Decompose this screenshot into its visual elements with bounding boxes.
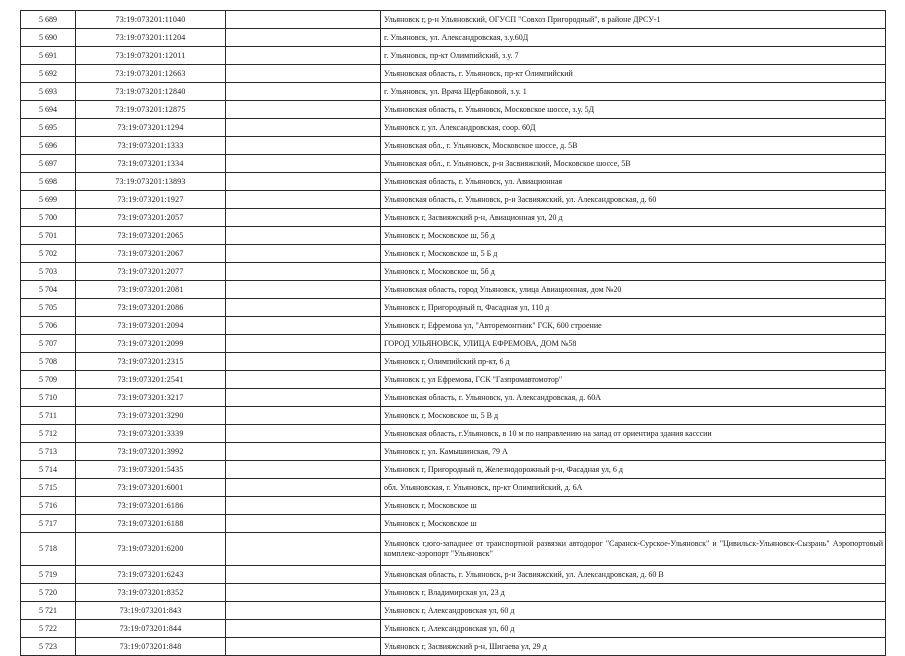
table-row bbox=[21, 584, 886, 602]
row-number-cell: 5 717 bbox=[21, 515, 76, 533]
table-row bbox=[21, 602, 886, 620]
address-cell: Ульяновск г, Московское ш bbox=[381, 515, 886, 533]
empty-cell bbox=[226, 566, 381, 584]
row-number-cell: 5 709 bbox=[21, 371, 76, 389]
cadastral-number-cell: 73:19:073201:8352 bbox=[76, 584, 226, 602]
row-number-cell: 5 691 bbox=[21, 47, 76, 65]
row-number-cell: 5 720 bbox=[21, 584, 76, 602]
address-cell: г. Ульяновск, ул. Врача Щербаковой, з.у. 1 bbox=[381, 83, 886, 101]
address-cell: Ульяновская область, г. Ульяновск, р-н Засвияжский, ул. Александровская, д. 60 bbox=[381, 191, 886, 209]
empty-cell bbox=[226, 371, 381, 389]
cadastral-register-table bbox=[20, 10, 886, 656]
row-number-cell: 5 693 bbox=[21, 83, 76, 101]
row-number-cell: 5 706 bbox=[21, 317, 76, 335]
cadastral-number-cell: 73:19:073201:2077 bbox=[76, 263, 226, 281]
empty-cell bbox=[226, 602, 381, 620]
address-cell: Ульяновск г, Пригородный п, Железнодорожный р-н, Фасадная ул, 6 д bbox=[381, 461, 886, 479]
cadastral-number-cell: 73:19:073201:13893 bbox=[76, 173, 226, 191]
empty-cell bbox=[226, 299, 381, 317]
cadastral-number-cell: 73:19:073201:2099 bbox=[76, 335, 226, 353]
row-number-cell: 5 694 bbox=[21, 101, 76, 119]
address-cell: Ульяновская область, г. Ульяновск, ул. Александровская, д. 60А bbox=[381, 389, 886, 407]
address-cell: Ульяновск г, Московское ш, 5 В д bbox=[381, 407, 886, 425]
table-row bbox=[21, 566, 886, 584]
address-cell: Ульяновск г, ул. Камышинская, 79 А bbox=[381, 443, 886, 461]
table-row bbox=[21, 497, 886, 515]
table-row bbox=[21, 83, 886, 101]
row-number-cell: 5 712 bbox=[21, 425, 76, 443]
row-number-cell: 5 718 bbox=[21, 533, 76, 566]
cadastral-number-cell: 73:19:073201:12875 bbox=[76, 101, 226, 119]
table-row bbox=[21, 245, 886, 263]
empty-cell bbox=[226, 479, 381, 497]
address-cell: обл. Ульяновская, г. Ульяновск, пр-кт Олимпийский, д. 6А bbox=[381, 479, 886, 497]
empty-cell bbox=[226, 245, 381, 263]
empty-cell bbox=[226, 620, 381, 638]
cadastral-number-cell: 73:19:073201:844 bbox=[76, 620, 226, 638]
table-row bbox=[21, 119, 886, 137]
table-row bbox=[21, 389, 886, 407]
empty-cell bbox=[226, 119, 381, 137]
address-cell: г. Ульяновск, пр-кт Олимпийский, з.у. 7 bbox=[381, 47, 886, 65]
address-cell: Ульяновск г, Ефремова ул, "Авторемонтник" ГСК, 600 строение bbox=[381, 317, 886, 335]
table-row bbox=[21, 335, 886, 353]
table-row bbox=[21, 371, 886, 389]
empty-cell bbox=[226, 263, 381, 281]
address-cell: Ульяновск г, р-н Ульяновский, ОГУСП "Совхоз Пригородный", в районе ДРСУ-1 bbox=[381, 11, 886, 29]
address-cell: Ульяновск г, Московское ш, 5 Б д bbox=[381, 245, 886, 263]
cadastral-number-cell: 73:19:073201:12011 bbox=[76, 47, 226, 65]
empty-cell bbox=[226, 533, 381, 566]
address-cell: Ульяновск г, Олимпийский пр-кт, 6 д bbox=[381, 353, 886, 371]
empty-cell bbox=[226, 191, 381, 209]
row-number-cell: 5 704 bbox=[21, 281, 76, 299]
table-row bbox=[21, 461, 886, 479]
cadastral-number-cell: 73:19:073201:2065 bbox=[76, 227, 226, 245]
cadastral-number-cell: 73:19:073201:1294 bbox=[76, 119, 226, 137]
row-number-cell: 5 711 bbox=[21, 407, 76, 425]
register-sheet bbox=[20, 10, 885, 656]
cadastral-number-cell: 73:19:073201:2541 bbox=[76, 371, 226, 389]
empty-cell bbox=[226, 155, 381, 173]
row-number-cell: 5 710 bbox=[21, 389, 76, 407]
row-number-cell: 5 722 bbox=[21, 620, 76, 638]
empty-cell bbox=[226, 584, 381, 602]
empty-cell bbox=[226, 29, 381, 47]
table-row bbox=[21, 638, 886, 656]
address-cell: Ульяновск г, Александровская ул, 60 д bbox=[381, 602, 886, 620]
cadastral-number-cell: 73:19:073201:1333 bbox=[76, 137, 226, 155]
register-table-body bbox=[21, 11, 886, 656]
address-cell: Ульяновская обл., г. Ульяновск, Московское шоссе, д. 5В bbox=[381, 137, 886, 155]
cadastral-number-cell: 73:19:073201:3339 bbox=[76, 425, 226, 443]
row-number-cell: 5 700 bbox=[21, 209, 76, 227]
cadastral-number-cell: 73:19:073201:12663 bbox=[76, 65, 226, 83]
table-row bbox=[21, 47, 886, 65]
address-cell: Ульяновск г, ул. Александровская, соор. 60Д bbox=[381, 119, 886, 137]
table-row bbox=[21, 515, 886, 533]
cadastral-number-cell: 73:19:073201:2081 bbox=[76, 281, 226, 299]
address-cell: Ульяновская область, г.Ульяновск, в 10 м по направлению на запад от ориентира здания касссии bbox=[381, 425, 886, 443]
empty-cell bbox=[226, 209, 381, 227]
empty-cell bbox=[226, 335, 381, 353]
address-cell: Ульяновск г, Александровская ул, 60 д bbox=[381, 620, 886, 638]
cadastral-number-cell: 73:19:073201:11040 bbox=[76, 11, 226, 29]
empty-cell bbox=[226, 281, 381, 299]
row-number-cell: 5 713 bbox=[21, 443, 76, 461]
empty-cell bbox=[226, 173, 381, 191]
empty-cell bbox=[226, 65, 381, 83]
empty-cell bbox=[226, 515, 381, 533]
cadastral-number-cell: 73:19:073201:2315 bbox=[76, 353, 226, 371]
empty-cell bbox=[226, 425, 381, 443]
table-row bbox=[21, 353, 886, 371]
row-number-cell: 5 690 bbox=[21, 29, 76, 47]
table-row bbox=[21, 11, 886, 29]
cadastral-number-cell: 73:19:073201:3217 bbox=[76, 389, 226, 407]
row-number-cell: 5 705 bbox=[21, 299, 76, 317]
empty-cell bbox=[226, 443, 381, 461]
cadastral-number-cell: 73:19:073201:6188 bbox=[76, 515, 226, 533]
table-row bbox=[21, 137, 886, 155]
cadastral-number-cell: 73:19:073201:2094 bbox=[76, 317, 226, 335]
cadastral-number-cell: 73:19:073201:3992 bbox=[76, 443, 226, 461]
address-cell: Ульяновская область, г. Ульяновск, Московское шоссе, з.у. 5Д bbox=[381, 101, 886, 119]
table-row bbox=[21, 263, 886, 281]
address-cell: Ульяновск г,юго-западнее от транспортной развязки автодорог "Саранск-Сурское-Ульяновск" и "Цивильск-Ульяновск-Сызрань" Аэропортовый комплекс-аэропорт "Ульяновск" bbox=[381, 533, 886, 566]
address-cell: Ульяновск г, Московское ш bbox=[381, 497, 886, 515]
table-row bbox=[21, 425, 886, 443]
row-number-cell: 5 697 bbox=[21, 155, 76, 173]
row-number-cell: 5 721 bbox=[21, 602, 76, 620]
cadastral-number-cell: 73:19:073201:1927 bbox=[76, 191, 226, 209]
address-cell: Ульяновская область, г. Ульяновск, ул. Авиационная bbox=[381, 173, 886, 191]
row-number-cell: 5 689 bbox=[21, 11, 76, 29]
empty-cell bbox=[226, 461, 381, 479]
cadastral-number-cell: 73:19:073201:6001 bbox=[76, 479, 226, 497]
cadastral-number-cell: 73:19:073201:2057 bbox=[76, 209, 226, 227]
cadastral-number-cell: 73:19:073201:2067 bbox=[76, 245, 226, 263]
address-cell: Ульяновская обл., г. Ульяновск, р-н Засвияжский, Московское шоссе, 5В bbox=[381, 155, 886, 173]
row-number-cell: 5 708 bbox=[21, 353, 76, 371]
cadastral-number-cell: 73:19:073201:6200 bbox=[76, 533, 226, 566]
empty-cell bbox=[226, 47, 381, 65]
empty-cell bbox=[226, 638, 381, 656]
address-cell: Ульяновск г, Владимирская ул, 23 д bbox=[381, 584, 886, 602]
row-number-cell: 5 719 bbox=[21, 566, 76, 584]
cadastral-number-cell: 73:19:073201:12840 bbox=[76, 83, 226, 101]
cadastral-number-cell: 73:19:073201:3290 bbox=[76, 407, 226, 425]
empty-cell bbox=[226, 101, 381, 119]
row-number-cell: 5 695 bbox=[21, 119, 76, 137]
address-cell: Ульяновская область, г. Ульяновск, пр-кт Олимпийский bbox=[381, 65, 886, 83]
table-row bbox=[21, 533, 886, 566]
table-row bbox=[21, 29, 886, 47]
table-row bbox=[21, 620, 886, 638]
address-cell: Ульяновск г, Пригородный п, Фасадная ул, 110 д bbox=[381, 299, 886, 317]
address-cell: Ульяновск г, Засвияжский р-н, Шигаева ул, 29 д bbox=[381, 638, 886, 656]
table-row bbox=[21, 443, 886, 461]
row-number-cell: 5 716 bbox=[21, 497, 76, 515]
address-cell: г. Ульяновск, ул. Александровская, з.у.60Д bbox=[381, 29, 886, 47]
row-number-cell: 5 723 bbox=[21, 638, 76, 656]
address-cell: Ульяновск г, Московское ш, 5б д bbox=[381, 263, 886, 281]
address-cell: Ульяновск г, ул Ефремова, ГСК "Газпромавтомотор" bbox=[381, 371, 886, 389]
empty-cell bbox=[226, 353, 381, 371]
cadastral-number-cell: 73:19:073201:6243 bbox=[76, 566, 226, 584]
row-number-cell: 5 702 bbox=[21, 245, 76, 263]
address-cell: ГОРОД УЛЬЯНОВСК, УЛИЦА ЕФРЕМОВА, ДОМ №58 bbox=[381, 335, 886, 353]
table-row bbox=[21, 209, 886, 227]
table-row bbox=[21, 407, 886, 425]
address-cell: Ульяновск г, Московское ш, 5б д bbox=[381, 227, 886, 245]
table-row bbox=[21, 191, 886, 209]
table-row bbox=[21, 281, 886, 299]
empty-cell bbox=[226, 407, 381, 425]
table-row bbox=[21, 173, 886, 191]
row-number-cell: 5 703 bbox=[21, 263, 76, 281]
cadastral-number-cell: 73:19:073201:1334 bbox=[76, 155, 226, 173]
row-number-cell: 5 715 bbox=[21, 479, 76, 497]
cadastral-number-cell: 73:19:073201:2086 bbox=[76, 299, 226, 317]
empty-cell bbox=[226, 227, 381, 245]
table-row bbox=[21, 227, 886, 245]
row-number-cell: 5 714 bbox=[21, 461, 76, 479]
empty-cell bbox=[226, 137, 381, 155]
empty-cell bbox=[226, 83, 381, 101]
table-row bbox=[21, 479, 886, 497]
row-number-cell: 5 699 bbox=[21, 191, 76, 209]
table-row bbox=[21, 317, 886, 335]
row-number-cell: 5 707 bbox=[21, 335, 76, 353]
cadastral-number-cell: 73:19:073201:11204 bbox=[76, 29, 226, 47]
row-number-cell: 5 698 bbox=[21, 173, 76, 191]
empty-cell bbox=[226, 317, 381, 335]
cadastral-number-cell: 73:19:073201:5435 bbox=[76, 461, 226, 479]
cadastral-number-cell: 73:19:073201:843 bbox=[76, 602, 226, 620]
table-row bbox=[21, 101, 886, 119]
address-cell: Ульяновская область, город Ульяновск, улица Авиационная, дом №20 bbox=[381, 281, 886, 299]
table-row bbox=[21, 65, 886, 83]
row-number-cell: 5 696 bbox=[21, 137, 76, 155]
cadastral-number-cell: 73:19:073201:6186 bbox=[76, 497, 226, 515]
empty-cell bbox=[226, 11, 381, 29]
table-row bbox=[21, 299, 886, 317]
row-number-cell: 5 692 bbox=[21, 65, 76, 83]
empty-cell bbox=[226, 389, 381, 407]
address-cell: Ульяновская область, г. Ульяновск, р-н Засвияжский, ул. Александровская, д. 60 В bbox=[381, 566, 886, 584]
row-number-cell: 5 701 bbox=[21, 227, 76, 245]
cadastral-number-cell: 73:19:073201:848 bbox=[76, 638, 226, 656]
table-row bbox=[21, 155, 886, 173]
address-cell: Ульяновск г, Засвияжский р-н, Авиационная ул, 20 д bbox=[381, 209, 886, 227]
empty-cell bbox=[226, 497, 381, 515]
